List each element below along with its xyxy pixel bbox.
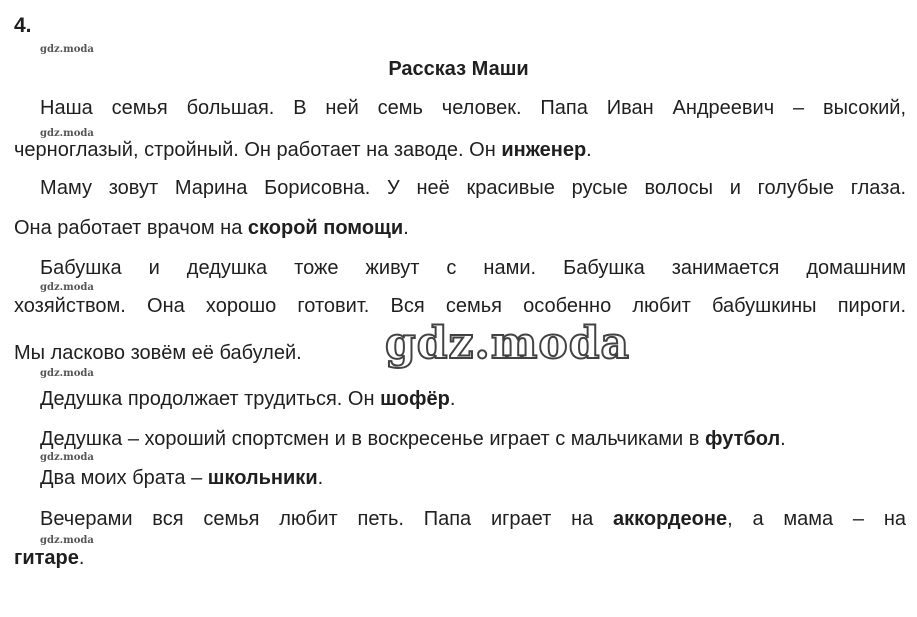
- text-span: .: [403, 217, 409, 239]
- text-line-9: [40, 427, 786, 451]
- story-title: Рассказ Маши: [388, 58, 529, 80]
- watermark-small: gdz.moda: [40, 282, 94, 293]
- text-span: Она работает врачом на: [14, 217, 248, 239]
- watermark-large: gdz.moda: [385, 318, 631, 369]
- text-span: .: [780, 428, 786, 450]
- text-line-3: Маму зовут Марина Борисовна. У неё красивые русые волосы и голубые глаза.: [40, 177, 906, 199]
- text-line-6: хозяйством. Она хорошо готовит. Вся семья особенно любит бабушкины пироги.: [14, 295, 906, 317]
- text-line-8: [40, 387, 455, 411]
- text-span: черноглазый, стройный. Он работает на заводе. Он: [14, 139, 502, 161]
- text-span: Вечерами вся семья любит петь. Папа играет на: [40, 508, 614, 530]
- keyword-ambulance: скорой помощи: [247, 217, 404, 239]
- keyword-guitar: гитаре: [14, 547, 79, 569]
- watermark-small: gdz.moda: [40, 368, 94, 379]
- text-line-5: Бабушка и дедушка тоже живут с нами. Бабушка занимается домашним: [40, 257, 906, 279]
- text-span: .: [317, 467, 324, 489]
- text-span: Дедушка продолжает трудиться. Он: [40, 388, 381, 410]
- watermark-small: gdz.moda: [40, 44, 94, 55]
- exercise-number: 4.: [14, 14, 32, 37]
- text-line-1: Наша семья большая. В ней семь человек. Папа Иван Андреевич – высокий,: [40, 97, 906, 119]
- text-line-10: [40, 466, 323, 490]
- text-line-2: [14, 138, 592, 162]
- keyword-engineer: инженер: [501, 139, 587, 161]
- text-span: Два моих брата –: [40, 467, 208, 489]
- keyword-driver: шофёр: [380, 388, 450, 410]
- keyword-football: футбол: [704, 428, 781, 450]
- watermark-small: gdz.moda: [40, 535, 94, 546]
- text-line-4: [14, 216, 409, 240]
- text-span: .: [586, 139, 592, 161]
- keyword-schoolboys: школьники: [207, 467, 318, 489]
- text-line-7: Мы ласково зовём её бабулей.: [14, 342, 302, 364]
- text-span: .: [78, 547, 85, 569]
- text-line-11: [40, 507, 906, 531]
- text-span: Дедушка – хороший спортсмен и в воскресенье играет с мальчиками в: [40, 428, 705, 450]
- text-span: .: [449, 388, 456, 410]
- keyword-accordion: аккордеоне: [613, 508, 728, 530]
- text-span: , а мама – на: [727, 508, 906, 530]
- watermark-small: gdz.moda: [40, 128, 94, 139]
- text-line-12: [14, 546, 84, 570]
- watermark-small: gdz.moda: [40, 452, 94, 463]
